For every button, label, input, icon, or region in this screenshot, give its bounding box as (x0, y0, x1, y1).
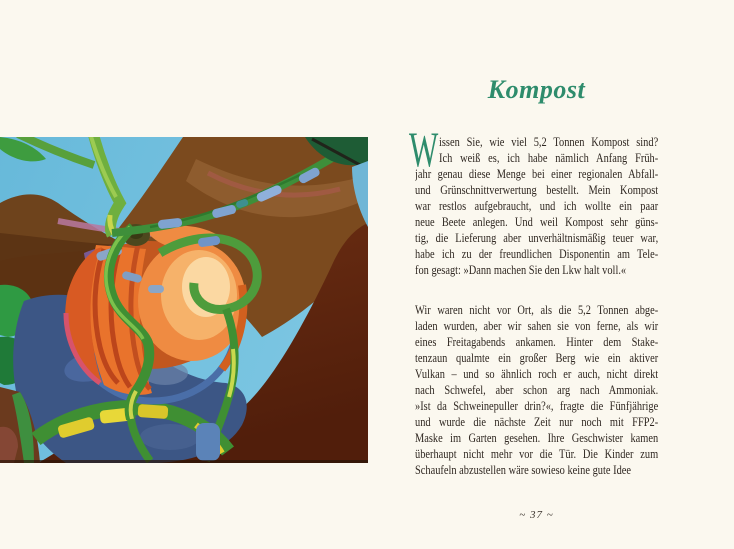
text-line: »Ist da Schweinepuller drin?«, fragte die Fünfjährige (415, 398, 659, 413)
text-line: issen Sie, wie viel 5,2 Tonnen Kompost sind? (439, 134, 659, 149)
text-line: nach Schwefel, aber schon arg nach Ammoniak. (415, 382, 659, 397)
text-line: und Grünschnittverwertung bestellt. Mein Kompost (415, 182, 659, 197)
text-line: tenzaun qualmte ein großer Berg wie ein aktiver (415, 350, 659, 365)
drop-cap-spacer (415, 134, 439, 166)
text-line: und wurde die nächste Zeit nur noch mit FFP2- (415, 414, 659, 429)
text-line: überhaupt nicht mehr vor die Tür. Die Kinder zum (415, 446, 659, 461)
text-line: fon gesagt: »Dann machen Sie den Lkw halt voll.« (415, 262, 627, 277)
abstract-pumpkin-painting-image (0, 137, 368, 463)
text-line: jahr genau diese Menge bei einer regionalen Abfall- (415, 166, 659, 181)
text-line: Maske im Garten gesehen. Ihre Geschwister kamen (415, 430, 659, 445)
chapter-title: Kompost (487, 75, 586, 105)
paragraph-2 (415, 302, 658, 478)
text-line: habe ich zu der freundlichen Disponentin am Tele- (415, 246, 659, 261)
text-line: laden wurden, aber wir sahen sie von ferne, als wir (415, 318, 659, 333)
text-line: Vulkan – und so ähnlich roch er auch, nicht direkt (415, 366, 659, 381)
paragraph-1 (415, 134, 658, 278)
drop-cap: W (409, 121, 439, 177)
chapter-artwork (0, 137, 368, 463)
body-text (415, 134, 658, 478)
text-line: Wir waren nicht vor Ort, als die 5,2 Tonnen abge- (415, 302, 659, 317)
artwork-bottom-edge (0, 460, 368, 463)
text-line: Schaufeln abzustellen wäre sowieso keine gute Idee (415, 462, 632, 477)
text-line: Ich weiß es, ich habe nämlich Anfang Früh- (439, 150, 659, 165)
text-line: eines Freitagabends ankamen. Hinter dem Stake- (415, 334, 659, 349)
text-line: tig, die Lieferung aber unverhältnismäßig teuer war, (415, 230, 659, 245)
text-line: war restlos aufgebraucht, und ich wollte ein paar (415, 198, 659, 213)
page-number: ~ 37 ~ (519, 509, 554, 521)
text-line: neue Beete anlegen. Und weil Kompost sehr güns- (415, 214, 659, 229)
